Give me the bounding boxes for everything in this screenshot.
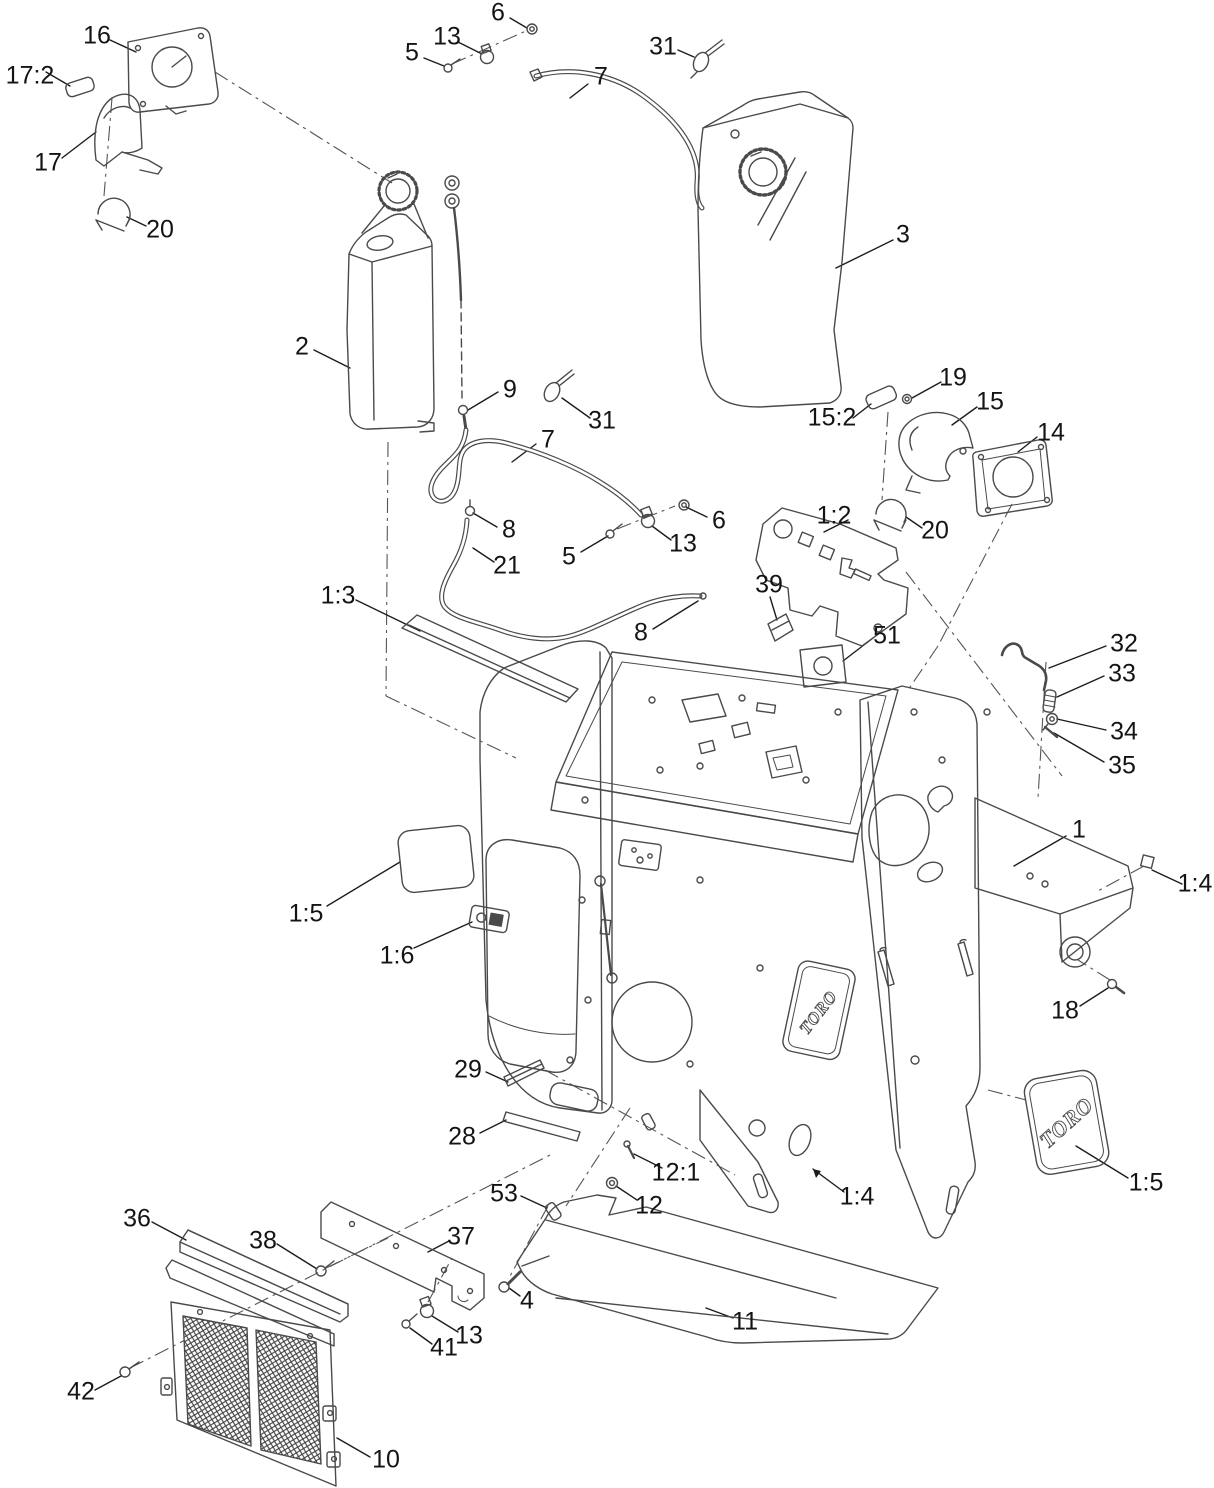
side-toro-text: TORO (1034, 1091, 1099, 1153)
decal-1-6 (469, 905, 510, 933)
part-15-cover (899, 412, 973, 493)
part-3-fuel-tank (698, 92, 853, 407)
part-10-grille (161, 1260, 340, 1486)
callout-label-51-23: 51 (873, 621, 901, 650)
callout-label-13-50: 13 (455, 1321, 483, 1350)
callout-label-9-11: 9 (503, 375, 517, 404)
part-20-clamp (96, 198, 130, 231)
callout-label-17-2-1: 17:2 (5, 61, 55, 90)
callout-label-36-47: 36 (123, 1204, 151, 1233)
part-8-elbow-fitting (466, 500, 475, 516)
part-17-2-pad (65, 76, 96, 98)
frame-rubber-pad (548, 1081, 600, 1112)
callout-label-5-16: 5 (562, 542, 576, 571)
part-31-cable-tie-mid (541, 370, 574, 404)
part-15-2-pad (864, 385, 898, 411)
part-38-screw (316, 1261, 334, 1276)
callout-label-13-17: 13 (669, 529, 697, 558)
part-41-screw (402, 1314, 417, 1328)
callout-label-10-53: 10 (372, 1445, 400, 1474)
part-32-rod (1002, 644, 1046, 690)
callout-label-4-43: 4 (520, 1286, 534, 1315)
callout-label-14-27: 14 (1037, 418, 1065, 447)
callout-label-16-0: 16 (83, 21, 111, 50)
part-39-clip (768, 614, 793, 641)
callout-label-20-28: 20 (921, 516, 949, 545)
part-18-bolt (1108, 980, 1125, 994)
callout-label-1-33: 1 (1072, 815, 1086, 844)
callout-label-12-1-40: 12:1 (651, 1158, 701, 1187)
callout-label-6-6: 6 (491, 0, 505, 27)
callout-label-41-51: 41 (430, 1333, 458, 1362)
part-7-hose-loop (431, 425, 641, 515)
callout-label-21-15: 21 (493, 551, 521, 580)
callout-label-1-4-34: 1:4 (1177, 869, 1213, 898)
leader-lines (46, 18, 1182, 1457)
alignment-lines (104, 30, 1144, 1368)
callout-label-42-52: 42 (67, 1377, 95, 1406)
callout-label-29-38: 29 (454, 1055, 482, 1084)
callout-label-15-26: 15 (976, 387, 1004, 416)
callout-label-37-49: 37 (447, 1222, 475, 1251)
callout-label-31-12: 31 (588, 406, 616, 435)
part-17-cover (95, 94, 162, 174)
part-34-washer (1047, 714, 1058, 725)
callout-label-18-35: 18 (1051, 996, 1079, 1025)
part-1-4-fastener-top (1141, 855, 1154, 868)
frame-toro-decal (781, 959, 857, 1061)
part-33-spring (1043, 689, 1057, 712)
part-13-clamp-bottom (420, 1297, 434, 1318)
callout-label-3-9: 3 (896, 220, 910, 249)
part-6-nut-top (527, 24, 537, 34)
part-42-screw (120, 1362, 139, 1377)
callout-label-19-25: 19 (939, 363, 967, 392)
callout-label-1-2-21: 1:2 (816, 501, 852, 530)
part-6-nut-mid (679, 500, 689, 510)
callout-label-1-3-19: 1:3 (320, 581, 356, 610)
callout-label-6-18: 6 (712, 506, 726, 535)
callout-label-1-6-37: 1:6 (379, 941, 415, 970)
callout-label-39-22: 39 (755, 570, 783, 599)
decal-1-5-toro (1022, 1068, 1111, 1176)
callout-label-1-5-36: 1:5 (288, 899, 324, 928)
part-2-fuel-tank (347, 172, 434, 432)
callout-label-20-3: 20 (146, 215, 174, 244)
callout-label-34-31: 34 (1110, 717, 1138, 746)
part-16-plate (128, 28, 218, 114)
callout-label-5-4: 5 (405, 38, 419, 67)
callout-label-35-32: 35 (1108, 751, 1136, 780)
callout-label-15-2-24: 15:2 (807, 403, 857, 432)
callout-label-8-20: 8 (634, 618, 648, 647)
callout-label-2-10: 2 (295, 332, 309, 361)
part-37-plate (321, 1202, 484, 1310)
callout-label-38-48: 38 (249, 1226, 277, 1255)
part-19-nut (903, 395, 912, 404)
part-1-frame (480, 641, 1133, 1238)
decal-1-5-left (397, 824, 475, 893)
part-7-hose-top (530, 69, 702, 208)
part-11-pan (517, 1191, 938, 1343)
callout-label-1-5-46: 1:5 (1128, 1168, 1164, 1197)
part-31-cable-tie-top (691, 40, 724, 78)
callout-label-12-41: 12 (635, 1191, 663, 1220)
part-12-nut (607, 1178, 618, 1189)
part-35-pin (1043, 724, 1057, 737)
callout-label-1-4-45: 1:4 (839, 1182, 875, 1211)
callout-label-7-13: 7 (541, 425, 555, 454)
part-5-screw-top (444, 59, 460, 72)
callout-label-31-8: 31 (649, 32, 677, 61)
callout-label-13-5: 13 (433, 22, 461, 51)
frame-toro-text: TORO (795, 986, 842, 1038)
part-12-1-stud (624, 1141, 634, 1158)
part-28-strip (503, 1112, 580, 1141)
callout-label-17-2: 17 (34, 148, 62, 177)
frame-sleeve (641, 1113, 656, 1131)
callout-label-7-7: 7 (594, 62, 608, 91)
part-14-plate (973, 440, 1053, 517)
callout-label-28-39: 28 (448, 1122, 476, 1151)
part-20-clamp-right (874, 500, 906, 531)
callout-label-11-44: 11 (732, 1307, 758, 1336)
callout-label-53-42: 53 (490, 1179, 518, 1208)
callout-label-32-29: 32 (1110, 629, 1138, 658)
callout-label-8-14: 8 (502, 515, 516, 544)
part-9-vent-line (445, 176, 468, 430)
callout-label-33-30: 33 (1108, 659, 1136, 688)
